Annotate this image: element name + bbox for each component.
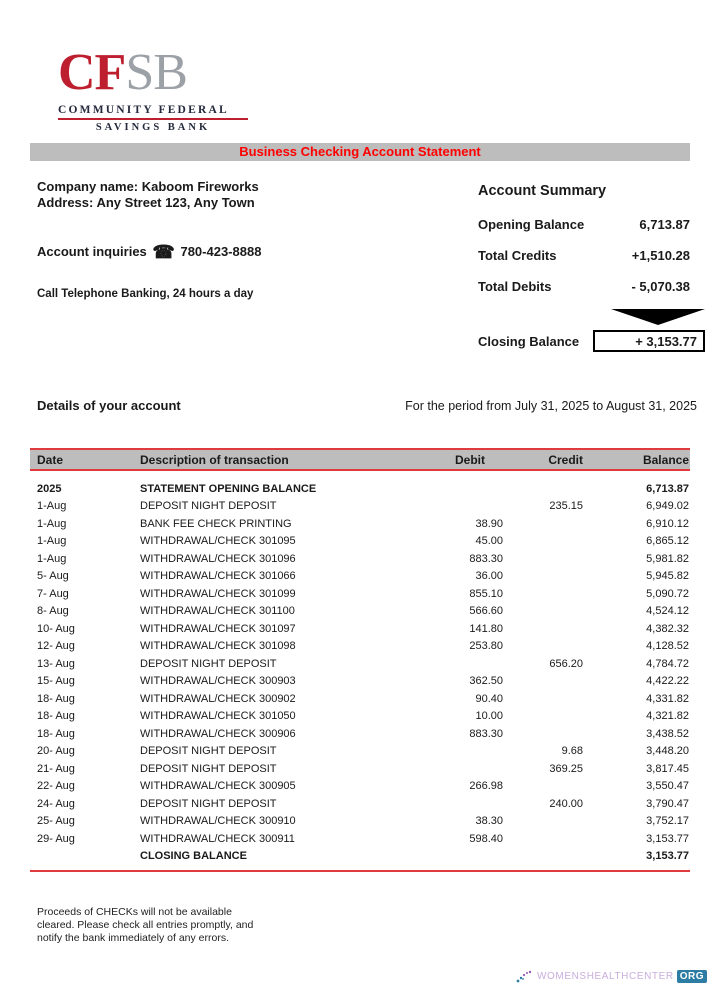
transaction-row [30,760,690,778]
transactions-table [30,448,690,872]
transaction-row [30,638,690,656]
bank-logo [58,46,248,133]
inquiries-phone-number: 780-423-8888 [180,244,262,259]
transaction-credit: 369.25 [549,762,583,775]
transaction-date: 10- Aug [37,622,75,635]
closing-balance-value: + 3,153.77 [635,333,697,349]
transaction-date: 22- Aug [37,780,75,793]
transaction-date: 7- Aug [37,587,69,600]
transaction-balance: 5,945.82 [646,570,689,583]
transaction-debit: 38.30 [475,815,503,828]
logo-cf-text: CF [58,44,126,101]
transaction-description: STATEMENT OPENING BALANCE [140,482,317,495]
transaction-date: 1-Aug [37,535,67,548]
summary-row-total-credits [478,247,705,265]
logo-sb-text: SB [125,44,187,101]
transaction-row [30,830,690,848]
transaction-row [30,795,690,813]
closing-balance-label: Closing Balance [478,333,580,349]
statement-title: Business Checking Account Statement [239,144,481,159]
footer-note-line: notify the bank immediately of any errors. [37,932,230,944]
account-summary [478,182,705,352]
transaction-description: WITHDRAWAL/CHECK 301066 [140,570,296,583]
transaction-row [30,550,690,568]
transaction-description: DEPOSIT NIGHT DEPOSIT [140,797,277,810]
summary-label: Opening Balance [478,217,585,232]
phone-icon: ☎ [152,242,175,262]
transaction-credit: 9.68 [561,745,583,758]
transaction-debit: 10.00 [475,710,503,723]
transaction-balance: 4,331.82 [646,692,689,705]
transaction-balance: 3,448.20 [646,745,689,758]
transaction-date: 8- Aug [37,605,69,618]
transaction-debit: 45.00 [475,535,503,548]
transaction-balance: 4,524.12 [646,605,689,618]
transaction-debit: 566.60 [469,605,503,618]
summary-value: - 5,070.38 [631,279,690,294]
transaction-balance: 3,550.47 [646,780,689,793]
transaction-description: WITHDRAWAL/CHECK 301095 [140,535,296,548]
transaction-credit: 240.00 [549,797,583,810]
logo-savings-bank-text: SAVINGS BANK [95,121,211,133]
transaction-row [30,673,690,691]
transaction-balance: 3,752.17 [646,815,689,828]
transaction-row [30,603,690,621]
logo-community-federal-text: COMMUNITY FEDERAL [58,104,229,117]
transaction-debit: 253.80 [469,640,503,653]
transaction-debit: 38.90 [475,517,503,530]
transaction-debit: 883.30 [469,727,503,740]
transaction-description: WITHDRAWAL/CHECK 301050 [140,710,296,723]
transaction-row [30,533,690,551]
account-inquiries-label: Account inquiries [37,244,147,259]
summary-row-opening-balance [478,216,705,234]
transaction-balance: 4,784.72 [646,657,689,670]
transaction-debit: 362.50 [469,675,503,688]
footer-note-line: cleared. Please check all entries promptly, and [37,919,254,931]
transaction-debit: 598.40 [469,832,503,845]
transaction-description: WITHDRAWAL/CHECK 301100 [140,605,295,618]
transaction-debit: 883.30 [469,552,503,565]
statement-title-bar [30,143,690,161]
transaction-date: 20- Aug [37,745,75,758]
transaction-debit: 855.10 [469,587,503,600]
transaction-date: 1-Aug [37,500,67,513]
transaction-description: WITHDRAWAL/CHECK 300910 [140,815,296,828]
transaction-description: DEPOSIT NIGHT DEPOSIT [140,745,277,758]
transaction-row [30,515,690,533]
transactions-header-row [30,448,690,471]
transaction-date: 2025 [37,482,62,495]
transaction-row [30,655,690,673]
transaction-balance: 6,713.87 [646,482,689,495]
transactions-body [30,471,690,872]
account-summary-title: Account Summary [478,183,607,199]
transaction-balance: 4,382.32 [646,622,689,635]
transaction-date: 5- Aug [37,570,69,583]
transaction-balance: 5,090.72 [646,587,689,600]
details-header-row [37,398,697,413]
transaction-description: BANK FEE CHECK PRINTING [140,517,292,530]
transaction-date: 13- Aug [37,657,75,670]
transaction-balance: 6,910.12 [646,517,689,530]
transaction-balance: 3,153.77 [646,832,689,845]
header-balance: Balance [642,452,689,467]
transaction-description: DEPOSIT NIGHT DEPOSIT [140,762,277,775]
transaction-row [30,568,690,586]
transaction-row [30,743,690,761]
transaction-date: 25- Aug [37,815,75,828]
transaction-description: WITHDRAWAL/CHECK 300905 [140,780,296,793]
transaction-row [30,848,690,866]
transaction-description: WITHDRAWAL/CHECK 301097 [140,622,296,635]
summary-row-total-debits [478,278,705,296]
company-info [37,179,377,302]
transaction-description: WITHDRAWAL/CHECK 300902 [140,692,296,705]
transaction-balance: 6,949.02 [646,500,689,513]
transaction-debit: 90.40 [475,692,503,705]
transaction-debit: 36.00 [475,570,503,583]
transaction-balance: 4,128.52 [646,640,689,653]
transaction-credit: 235.15 [549,500,583,513]
transaction-date: 24- Aug [37,797,75,810]
transaction-balance: 3,790.47 [646,797,689,810]
site-watermark [516,969,707,984]
closing-balance-box [593,330,705,352]
transaction-description: WITHDRAWAL/CHECK 300906 [140,727,296,740]
transaction-balance: 3,153.77 [646,850,689,863]
transaction-date: 1-Aug [37,552,67,565]
details-heading: Details of your account [37,398,181,413]
footer-note [37,906,253,945]
transaction-description: CLOSING BALANCE [140,850,247,863]
account-inquiries-line [37,244,377,260]
transaction-debit: 266.98 [469,780,503,793]
transaction-description: WITHDRAWAL/CHECK 301099 [140,587,296,600]
transaction-row [30,585,690,603]
header-date: Date [37,452,64,467]
transaction-row [30,480,690,498]
transaction-balance: 4,321.82 [646,710,689,723]
logo-red-rule [58,118,248,120]
transaction-row [30,498,690,516]
transaction-credit: 656.20 [549,657,583,670]
transaction-description: WITHDRAWAL/CHECK 301098 [140,640,296,653]
transaction-date: 12- Aug [37,640,75,653]
transaction-date: 18- Aug [37,710,75,723]
transaction-date: 18- Aug [37,692,75,705]
transaction-balance: 3,438.52 [646,727,689,740]
closing-balance-row [478,330,705,352]
statement-period: For the period from July 31, 2025 to August 31, 2025 [405,399,697,413]
watermark-dots-icon [516,969,534,984]
transaction-date: 29- Aug [37,832,75,845]
telephone-banking-line: Call Telephone Banking, 24 hours a day [37,288,254,300]
header-debit: Debit [455,452,485,467]
transaction-balance: 6,865.12 [646,535,689,548]
transaction-row [30,620,690,638]
summary-label: Total Debits [478,279,552,294]
watermark-org-badge: ORG [677,970,707,983]
down-arrow-icon [611,309,705,325]
bank-logo-wordmark [58,46,248,99]
transaction-row [30,778,690,796]
header-description: Description of transaction [140,452,289,467]
transaction-row [30,690,690,708]
transaction-balance: 4,422.22 [646,675,689,688]
transaction-row [30,725,690,743]
summary-label: Total Credits [478,248,557,263]
transaction-balance: 5,981.82 [646,552,689,565]
transaction-date: 1-Aug [37,517,67,530]
header-credit: Credit [548,452,583,467]
summary-value: 6,713.87 [639,217,690,232]
transaction-description: WITHDRAWAL/CHECK 301096 [140,552,296,565]
transaction-description: WITHDRAWAL/CHECK 300911 [140,832,295,845]
transaction-description: WITHDRAWAL/CHECK 300903 [140,675,296,688]
transaction-date: 21- Aug [37,762,75,775]
company-name-line: Company name: Kaboom Fireworks [37,179,259,194]
transaction-debit: 141.80 [469,622,503,635]
transaction-description: DEPOSIT NIGHT DEPOSIT [140,500,277,513]
transaction-row [30,708,690,726]
transaction-date: 18- Aug [37,727,75,740]
transaction-row [30,813,690,831]
summary-value: +1,510.28 [631,248,690,263]
transaction-date: 15- Aug [37,675,75,688]
transaction-description: DEPOSIT NIGHT DEPOSIT [140,657,277,670]
transaction-balance: 3,817.45 [646,762,689,775]
watermark-text: WOMENSHEALTHCENTER [536,971,674,982]
company-address-line: Address: Any Street 123, Any Town [37,195,255,210]
footer-note-line: Proceeds of CHECKs will not be available [37,906,232,918]
